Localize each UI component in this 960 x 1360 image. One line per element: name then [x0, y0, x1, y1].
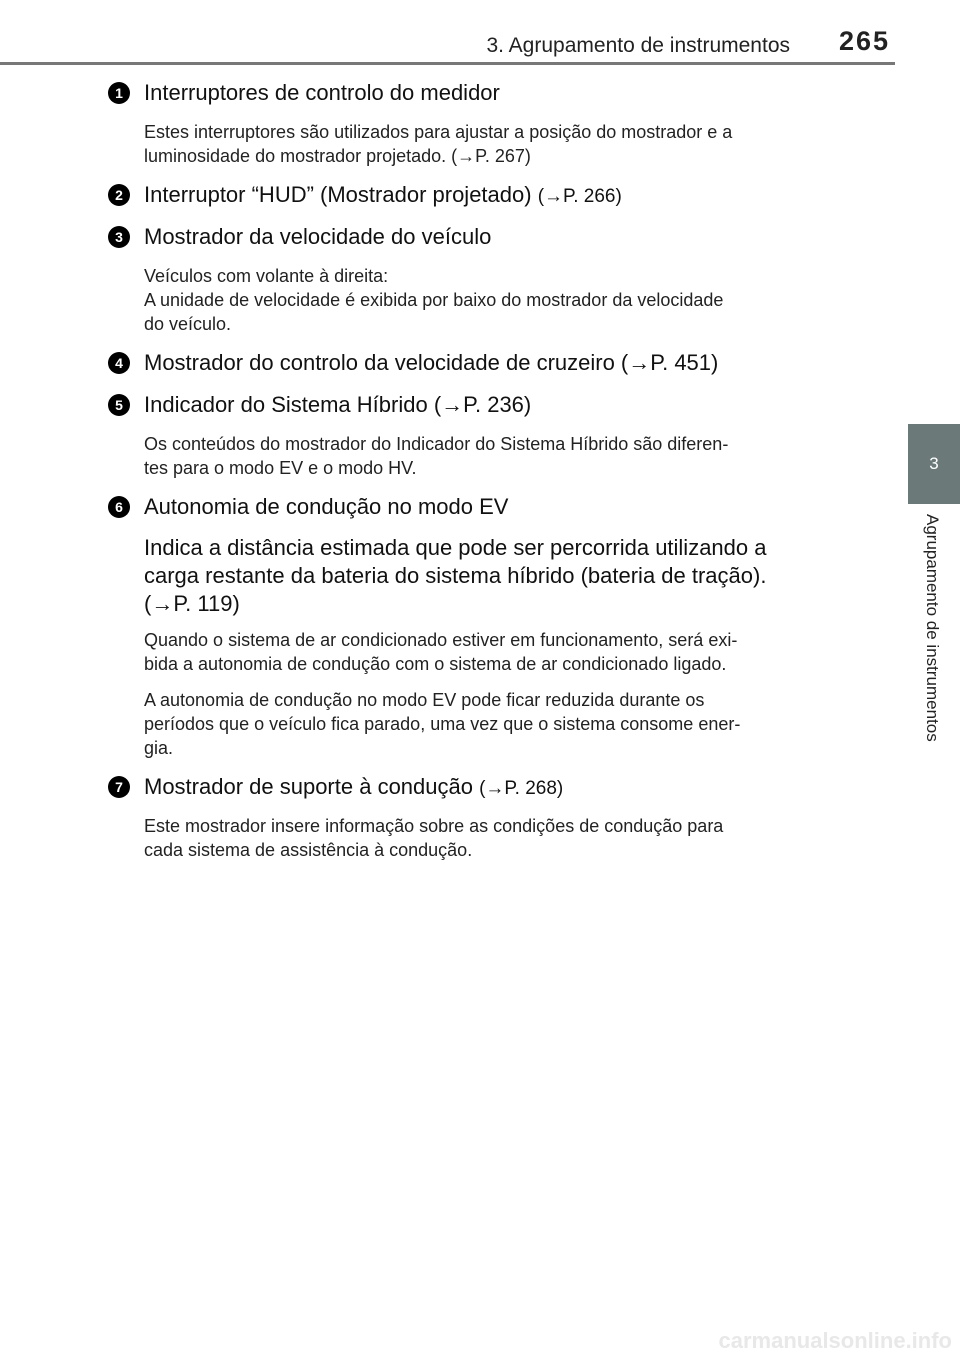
- item-description-main: Indica a distância estimada que pode ser percorrida utilizando a carga restante da bateria do sistema híbrido (bateria de tração). (→P. 119): [144, 535, 767, 616]
- page-number: 265: [838, 26, 890, 56]
- list-item: [0, 390, 900, 480]
- item-description-note: A autonomia de condução no modo EV pode ficar reduzida durante os períodos que o veículo fica parado, uma vez que o sistema consome ener- gia.: [144, 690, 741, 758]
- item-description: Veículos com volante à direita: A unidade de velocidade é exibida por baixo do mostrador da velocidade do veículo.: [144, 266, 724, 334]
- item-description: Estes interruptores são utilizados para ajustar a posição do mostrador e a luminosidade do mostrador projetado. (→P. 267): [144, 122, 733, 166]
- watermark-text: carmanualsonline.info: [718, 1328, 952, 1353]
- list-item: [0, 348, 900, 380]
- item-number-badge: 1: [108, 82, 130, 104]
- header-divider: [0, 62, 895, 65]
- list-item: [0, 492, 900, 760]
- item-title: Indicador do Sistema Híbrido (→P. 236): [144, 392, 532, 417]
- watermark: [718, 1318, 960, 1360]
- item-title: Mostrador de suporte à condução (→P. 268): [144, 774, 564, 799]
- chapter-number: 3: [929, 454, 939, 473]
- list-item: [0, 180, 900, 212]
- item-number-badge: 2: [108, 184, 130, 206]
- item-number-badge: 6: [108, 496, 130, 518]
- item-number-badge: 5: [108, 394, 130, 416]
- page-header: [0, 0, 960, 64]
- item-description: Este mostrador insere informação sobre as condições de condução para cada sistema de assistência à condução.: [144, 816, 724, 860]
- chapter-tab: [908, 424, 960, 504]
- section-title: 3. Agrupamento de instrumentos: [486, 34, 790, 57]
- item-title: Interruptores de controlo do medidor: [144, 80, 500, 105]
- item-title: Autonomia de condução no modo EV: [144, 494, 509, 519]
- item-title: Mostrador do controlo da velocidade de cruzeiro (→P. 451): [144, 350, 719, 375]
- item-title: Mostrador da velocidade do veículo: [144, 224, 492, 249]
- item-description: Os conteúdos do mostrador do Indicador do Sistema Híbrido são diferen- tes para o modo EV e o modo HV.: [144, 434, 729, 478]
- chapter-label: Agrupamento de instrumentos: [923, 514, 942, 742]
- item-description: Quando o sistema de ar condicionado estiver em funcionamento, será exi- bida a autonomia de condução com o sistema de ar condicionado ligado.: [144, 630, 738, 674]
- item-number-badge: 3: [108, 226, 130, 248]
- item-number-badge: 7: [108, 776, 130, 798]
- list-item: [0, 222, 900, 336]
- item-title: Interruptor “HUD” (Mostrador projetado) (→P. 266): [144, 182, 622, 207]
- list-item: [0, 78, 900, 168]
- list-item: [0, 772, 900, 862]
- item-list: [0, 78, 900, 874]
- chapter-label-column: [908, 504, 960, 824]
- item-number-badge: 4: [108, 352, 130, 374]
